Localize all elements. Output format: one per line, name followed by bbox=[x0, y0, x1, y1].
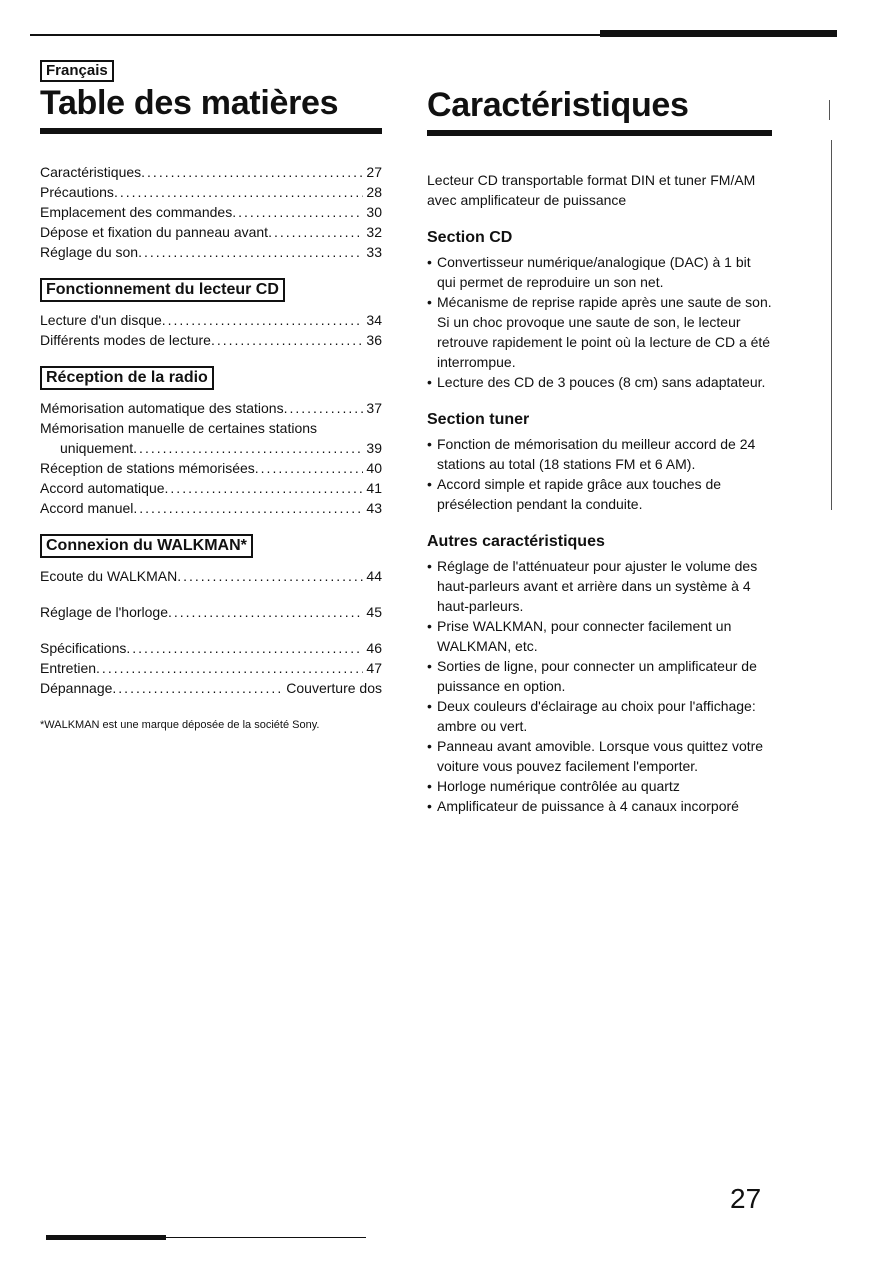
toc-section-radio-heading: Réception de la radio bbox=[40, 366, 214, 390]
toc-entry[interactable]: Spécifications ..... 46 bbox=[40, 638, 382, 658]
toc-title: Table des matières bbox=[40, 84, 339, 122]
feature-bullet: • Deux couleurs d'éclairage au choix pour l'affichage: ambre ou vert. bbox=[427, 696, 772, 736]
feature-bullet: • Réglage de l'atténuateur pour ajuster le volume des haut-parleurs avant et arrière dans un système à 4 haut-parleurs. bbox=[427, 556, 772, 616]
toc-entry[interactable]: Entretien ..... 47 bbox=[40, 658, 382, 678]
language-label: Français bbox=[40, 60, 114, 82]
toc-entry[interactable]: Réglage du son ..... 33 bbox=[40, 242, 382, 262]
feature-bullet: • Amplificateur de puissance à 4 canaux incorporé bbox=[427, 796, 772, 816]
toc-entry-line: Mémorisation manuelle de certaines stations bbox=[40, 420, 318, 436]
toc-entry[interactable]: Accord automatique ..... 41 bbox=[40, 478, 382, 498]
features-title-bar bbox=[427, 130, 772, 136]
toc-list bbox=[40, 162, 382, 698]
trademark-footnote: *WALKMAN est une marque déposée de la société Sony. bbox=[40, 719, 320, 731]
scan-margin-mark bbox=[831, 140, 832, 510]
toc-entry[interactable]: Dépannage ..... Couverture dos bbox=[40, 678, 382, 698]
toc-entry[interactable]: Dépose et fixation du panneau avant ..... 32 bbox=[40, 222, 382, 242]
toc-entry[interactable]: Précautions ..... 28 bbox=[40, 182, 382, 202]
feature-bullet: • Accord simple et rapide grâce aux touches de présélection pendant la conduite. bbox=[427, 474, 772, 514]
feature-bullet: • Mécanisme de reprise rapide après une saute de son. Si un choc provoque une saute de son, le lecteur retrouve rapidement le point où la lecture de CD a été interrompue. bbox=[427, 292, 772, 372]
feature-bullet: • Lecture des CD de 3 pouces (8 cm) sans adaptateur. bbox=[427, 372, 772, 392]
toc-entry[interactable]: Accord manuel ..... 43 bbox=[40, 498, 382, 518]
feature-bullet: • Horloge numérique contrôlée au quartz bbox=[427, 776, 772, 796]
feature-bullet: • Fonction de mémorisation du meilleur accord de 24 stations au total (18 stations FM et 6 AM). bbox=[427, 434, 772, 474]
toc-entry[interactable]: Lecture d'un disque ..... 34 bbox=[40, 310, 382, 330]
section-other-heading: Autres caractéristiques bbox=[427, 533, 605, 550]
toc-title-bar bbox=[40, 128, 382, 134]
feature-bullet: • Sorties de ligne, pour connecter un amplificateur de puissance en option. bbox=[427, 656, 772, 696]
toc-entry[interactable]: Emplacement des commandes ..... 30 bbox=[40, 202, 382, 222]
section-tuner-heading: Section tuner bbox=[427, 411, 530, 428]
toc-section-cd-heading: Fonctionnement du lecteur CD bbox=[40, 278, 285, 302]
bottom-rule-accent bbox=[46, 1235, 166, 1240]
section-cd-heading: Section CD bbox=[427, 229, 513, 246]
page-number: 27 bbox=[730, 1183, 762, 1214]
toc-entry[interactable]: Ecoute du WALKMAN ..... 44 bbox=[40, 566, 382, 586]
table-of-contents-column bbox=[40, 60, 382, 733]
features-title: Caractéristiques bbox=[427, 86, 689, 124]
toc-entry[interactable]: uniquement ..... 39 bbox=[40, 438, 382, 458]
toc-entry[interactable]: Réglage de l'horloge ..... 45 bbox=[40, 602, 382, 622]
scan-margin-mark bbox=[829, 100, 830, 120]
toc-entry[interactable]: Réception de stations mémorisées ..... 40 bbox=[40, 458, 382, 478]
toc-section-walkman-heading: Connexion du WALKMAN* bbox=[40, 534, 253, 558]
toc-entry[interactable]: Mémorisation automatique des stations ..... 37 bbox=[40, 398, 382, 418]
feature-bullet: • Panneau avant amovible. Lorsque vous quittez votre voiture vous pouvez facilement l'emporter. bbox=[427, 736, 772, 776]
toc-entry[interactable]: Différents modes de lecture ..... 36 bbox=[40, 330, 382, 350]
feature-bullet: • Convertisseur numérique/analogique (DAC) à 1 bit qui permet de reproduire un son net. bbox=[427, 252, 772, 292]
features-intro: Lecteur CD transportable format DIN et tuner FM/AM avec amplificateur de puissance bbox=[427, 172, 756, 208]
toc-entry[interactable]: Caractéristiques ..... 27 bbox=[40, 162, 382, 182]
top-rule-accent bbox=[600, 30, 837, 37]
features-column bbox=[427, 86, 772, 816]
feature-bullet: • Prise WALKMAN, pour connecter facilement un WALKMAN, etc. bbox=[427, 616, 772, 656]
